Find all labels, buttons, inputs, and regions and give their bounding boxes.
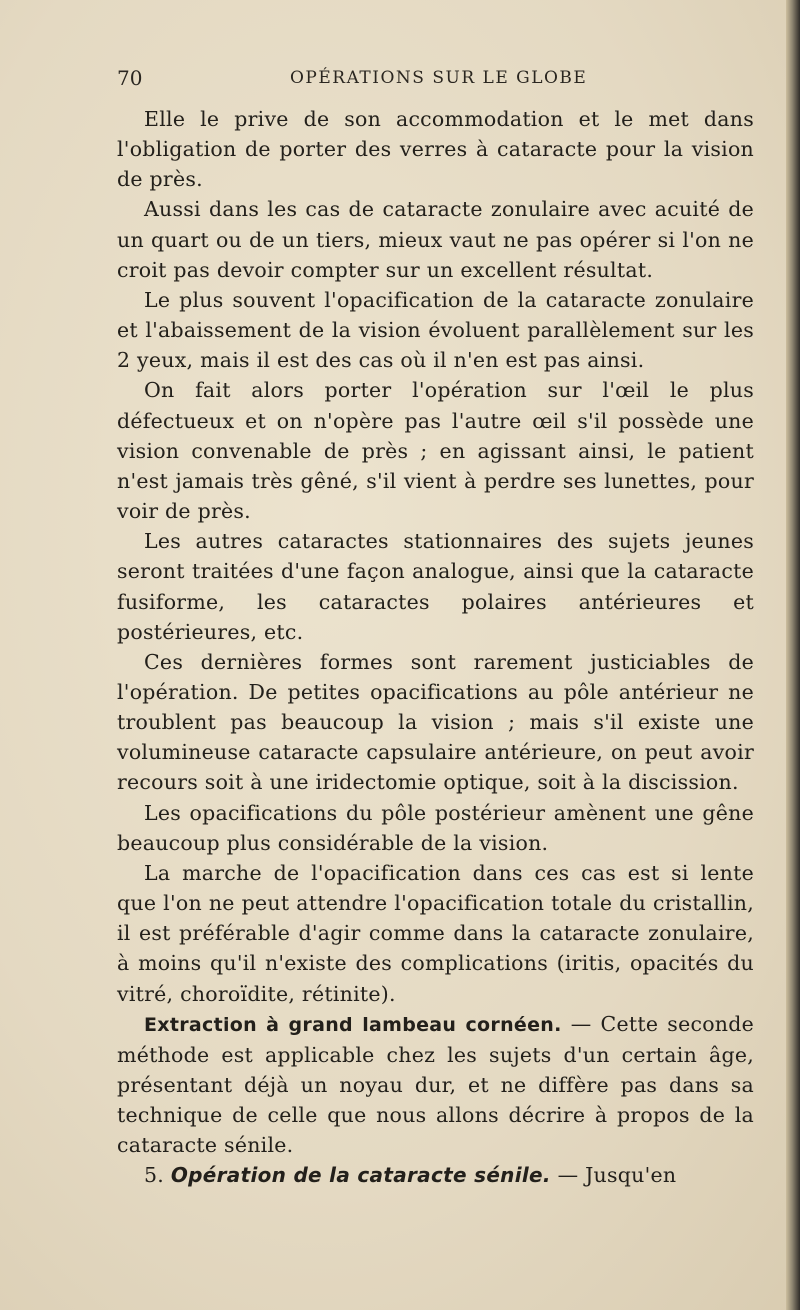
body-text xyxy=(117,104,754,1191)
section-heading-senile: Opération de la cataracte sénile. xyxy=(170,1163,551,1188)
section-number: 5. xyxy=(144,1163,165,1188)
running-header xyxy=(117,66,757,96)
paragraph xyxy=(117,858,754,1009)
paragraph-text: La marche de l'opacification dans ces cas est si lente que l'on ne peut attendre l'opacification totale du cristallin, il est préférable d'agir comme dans la cataracte zonulaire, à moins qu'il n'existe des complications (iritis, opacités du vitré, choroïdite, rétinite). xyxy=(117,860,754,1006)
paragraph xyxy=(117,647,754,798)
page-number: 70 xyxy=(117,66,143,90)
paragraph xyxy=(117,798,754,858)
paragraph xyxy=(117,194,754,284)
paragraph-text: Les autres cataractes stationnaires des sujets jeunes seront traitées d'une façon analogue, ainsi que la cataracte fusiforme, les cataractes polaires antérieures et postérieures, etc. xyxy=(117,529,754,644)
paragraph-text: — Cette seconde méthode est applicable chez les sujets d'un certain âge, présentant déjà un noyau dur, et ne diffère pas dans sa technique de celle que nous allons décrire à propos de la cataracte sénile. xyxy=(117,1011,754,1158)
paragraph-text: — Jusqu'en xyxy=(550,1163,677,1188)
paragraph-text: Le plus souvent l'opacification de la cataracte zonulaire et l'abaissement de la vision évoluent parallèlement sur les 2 yeux, mais il est des cas où il n'en est pas ainsi. xyxy=(117,287,754,373)
paragraph-text: Ces dernières formes sont rarement justiciables de l'opération. De petites opacifications au pôle antérieur ne troublent pas beaucoup la vision ; mais s'il existe une volumineuse cataracte capsulaire antérieure, on peut avoir recours soit à une iridectomie optique, soit à la discission. xyxy=(117,649,754,795)
paragraph-text: Aussi dans les cas de cataracte zonulaire avec acuité de un quart ou de un tiers, mieux vaut ne pas opérer si l'on ne croit pas devoir compter sur un excellent résultat. xyxy=(117,197,754,282)
paragraph xyxy=(117,1160,754,1190)
paragraph-text: Elle le prive de son accommodation et le met dans l'obligation de porter des verres à cataracte pour la vision de près. xyxy=(117,107,754,192)
section-heading-extraction: Extraction à grand lambeau cornéen. xyxy=(144,1013,562,1036)
paragraph xyxy=(117,104,754,194)
page-edge-shadow xyxy=(786,0,800,1310)
paragraph-text: On fait alors porter l'opération sur l'œil le plus défectueux et on n'opère pas l'autre œil s'il possède une vision convenable de près ; en agissant ainsi, le patient n'est jamais très gêné, s'il vient à perdre ses lunettes, pour voir de près. xyxy=(117,378,754,524)
paragraph xyxy=(117,285,754,375)
paragraph xyxy=(117,375,754,526)
paragraph xyxy=(117,1009,754,1161)
running-title: OPÉRATIONS SUR LE GLOBE xyxy=(290,68,588,88)
paragraph xyxy=(117,526,754,647)
paragraph-text: Les opacifications du pôle postérieur amènent une gêne beaucoup plus considérable de la vision. xyxy=(117,800,754,855)
